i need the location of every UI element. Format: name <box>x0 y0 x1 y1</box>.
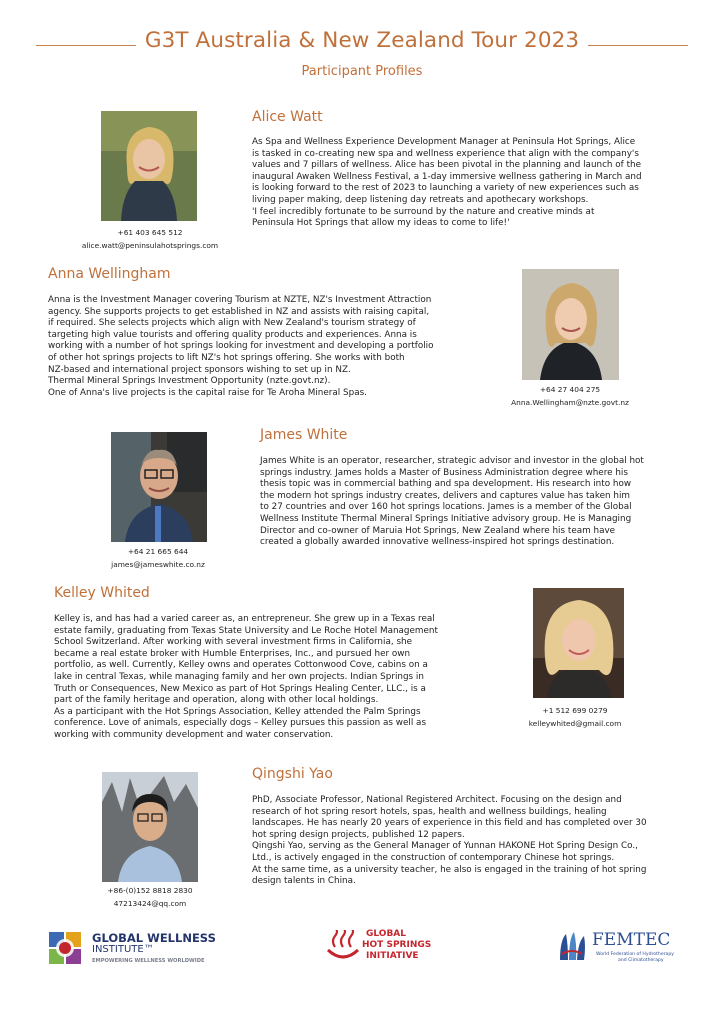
alice-watt-email: alice.watt@peninsulahotsprings.com <box>81 241 219 250</box>
james-white-phone: +64 21 665 644 <box>127 547 189 556</box>
gwi-logo <box>48 931 248 967</box>
qingshi-yao-name: Qingshi Yao <box>252 766 333 782</box>
kelley-whited-name: Kelley Whited <box>54 585 150 601</box>
page-subtitle: Participant Profiles <box>301 64 423 79</box>
qingshi-yao-email: 47213424@qq.com <box>113 899 187 908</box>
femtec-emblem-icon <box>556 930 588 964</box>
alice-watt-contact <box>60 226 240 252</box>
anna-wellingham-photo <box>522 269 619 380</box>
james-white-contact <box>68 545 248 571</box>
anna-wellingham-email: Anna.Wellingham@nzte.govt.nz <box>511 398 629 407</box>
ghsi-line1: GLOBAL <box>366 929 407 939</box>
kelley-whited-photo <box>533 588 624 698</box>
femtec-logo <box>556 930 686 970</box>
alice-watt-phone: +61 403 645 512 <box>117 228 183 237</box>
femtec-subline1: World Federation of Hydrotherapy <box>596 952 674 957</box>
femtec-subline2: and Climatotherapy <box>618 958 664 963</box>
alice-watt-photo <box>101 111 197 221</box>
kelley-whited-bio: Kelley is, and has had a varied career as, an entrepreneur. She grew up in a Texas real estate family, graduating from Texas State University and Le Roche Hotel Management School Switzerland. After working with several investment firms in California, she became a real estate broker with Humble Enterprises, Inc., and pursued her own portfolio, as well. Currently, Kelley owns and operates Cottonwood Cove, cabins on a lake in central Texas, while managing family and her own projects. Indian Springs in Truth or Consequences, New Mexico as part of Hot Springs Healing Center, LLC., is a part of the family heritage and operation, along with other local holdings. As a participant with the Hot Springs Association, Kelley attended the Palm Springs conference. Love of animals, especially dogs – Kelley pursues this passion as well as working with community development and water conservation. <box>54 614 438 740</box>
james-white-bio: James White is an operator, researcher, strategic advisor and investor in the global hot springs industry. James holds a Master of Business Administration degree where his thesis topic was in commercial bathing and spa development. His research into how the modern hot springs industry creates, delivers and captures value has taken him to 27 countries and over 160 hot springs locations. James is a member of the Global Wellness Institute Thermal Mineral Springs Initiative advisory group. He is Managing Director and co-owner of Maruia Hot Springs, New Zealand where his team have created a globally awarded innovative wellness-inspired hot springs destination. <box>260 456 644 548</box>
gwi-emblem-icon <box>48 931 82 965</box>
anna-wellingham-name: Anna Wellingham <box>48 266 171 282</box>
qingshi-yao-bio: PhD, Associate Professor, National Registered Architect. Focusing on the design and research of hot spring resort hotels, spas, health and wellness buildings, healing landscapes. He has nearly 20 years of experience in this field and has completed over 30 hot spring design projects, published 12 papers. Qingshi Yao, serving as the General Manager of Yunnan HAKONE Hot Spring Design Co., Ltd., is actively engaged in the construction of contemporary Chinese hot springs. At the same time, as a university teacher, he also is engaged in the training of hot spring design talents in China. <box>252 795 647 887</box>
page-title: G3T Australia & New Zealand Tour 2023 <box>144 28 580 53</box>
ghsi-line2: HOT SPRINGS <box>362 940 432 950</box>
anna-wellingham-phone: +64 27 404 275 <box>539 385 601 394</box>
kelley-whited-phone: +1 512 699 0279 <box>542 706 608 715</box>
qingshi-yao-contact <box>60 884 240 910</box>
alice-watt-name: Alice Watt <box>252 109 323 125</box>
gwi-name-line2: INSTITUTE™ <box>92 944 154 955</box>
anna-wellingham-bio: Anna is the Investment Manager covering Tourism at NZTE, NZ's Investment Attraction agency. She supports projects to get established in NZ and assists with raising capital, if required. She selects projects which align with New Zealand's tourism strategy of targeting high value tourists and offering quality products and experiences. Anna is working with a number of hot springs looking for investment and developing a portfolio of other hot springs projects to lift NZ's hot springs offering. She works with both NZ-based and international project sponsors wishing to set up in NZ. Thermal Mineral Springs Investment Opportunity (nzte.govt.nz). One of Anna's live projects is the capital raise for Te Aroha Mineral Spas. <box>48 295 434 398</box>
ghsi-logo <box>324 928 434 968</box>
hot-springs-emblem-icon <box>324 930 362 962</box>
qingshi-yao-phone: +86-(0)152 8818 2830 <box>107 886 193 895</box>
james-white-photo <box>111 432 207 542</box>
kelley-whited-contact <box>485 704 665 730</box>
james-white-email: james@jameswhite.co.nz <box>111 560 205 569</box>
ghsi-line3: INITIATIVE <box>366 951 419 961</box>
gwi-tagline: EMPOWERING WELLNESS WORLDWIDE <box>92 958 205 964</box>
kelley-whited-email: kelleywhited@gmail.com <box>528 719 622 728</box>
femtec-name: FEMTEC <box>592 930 671 950</box>
qingshi-yao-photo <box>102 772 198 882</box>
gwi-name-line1: GLOBAL WELLNESS <box>92 931 216 945</box>
alice-watt-bio: As Spa and Wellness Experience Development Manager at Peninsula Hot Springs, Alice is tasked in co-creating new spa and wellness experience that align with the company's values and 7 pillars of wellness. Alice has been pivotal in the planning and launch of the inaugural Awaken Wellness Festival, a 1-day immersive wellness gathering in March and is looking forward to the rest of 2023 to launching a variety of new experiences such as living paper making, deep listening day retreats and apothecary workshops. 'I feel incredibly fortunate to be surround by the nature and creative minds at Peninsula Hot Springs that allow my ideas to come to life!' <box>252 137 642 229</box>
anna-wellingham-contact <box>480 383 660 409</box>
james-white-name: James White <box>260 427 348 443</box>
